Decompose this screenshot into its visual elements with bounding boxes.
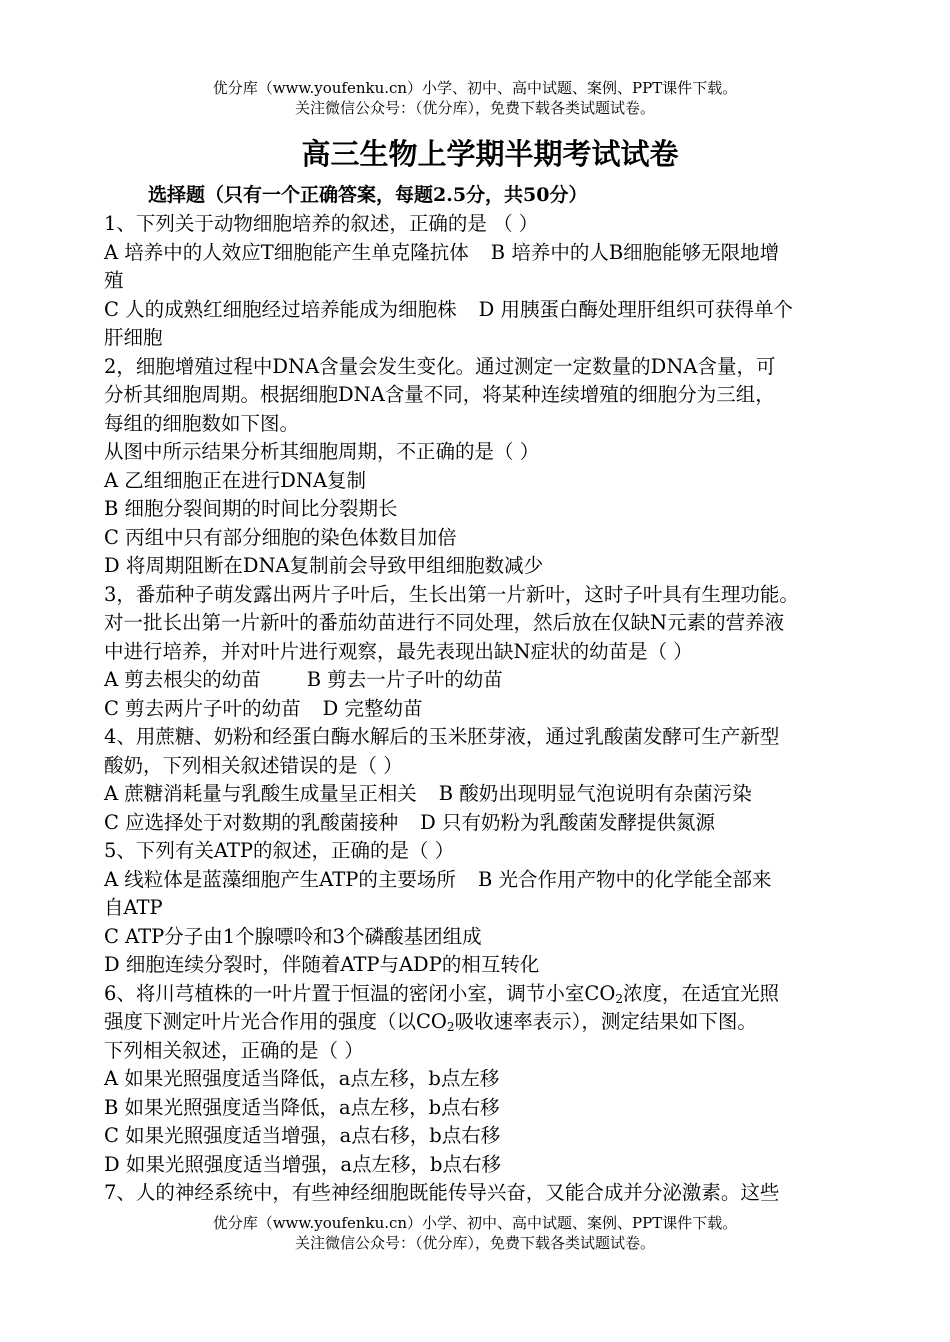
- q3-stem-2: 对一批长出第一片新叶的番茄幼苗进行不同处理，然后放在仅缺N元素的营养液: [104, 611, 785, 634]
- q6-option-a: A 如果光照强度适当降低，a点左移，b点左移: [104, 1067, 500, 1090]
- header-line-1: 优分库（www.youfenku.cn）小学、初中、高中试题、案例、PPT课件下载。: [212, 79, 738, 97]
- q3-options-cd: [104, 695, 894, 724]
- q1-options-ab: [104, 239, 894, 268]
- q1-option-b-cont: 殖: [104, 269, 124, 292]
- q4-stem-1: 4、用蔗糖、奶粉和经蛋白酶水解后的玉米胚芽液，通过乳酸菌发酵可生产新型: [104, 725, 780, 748]
- q7-stem-1: 7、人的神经系统中，有些神经细胞既能传导兴奋，又能合成并分泌激素。这些: [104, 1181, 780, 1204]
- q5-options-ab: [104, 866, 894, 895]
- q3-stem-3: 中进行培养，并对叶片进行观察，最先表现出缺N症状的幼苗是（ ）: [104, 639, 693, 663]
- q1-option-b: B 培养中的人B细胞能够无限地增: [490, 240, 780, 264]
- q4-option-d: D 只有奶粉为乳酸菌发酵提供氮源: [420, 810, 715, 834]
- q6-stem-1: [104, 980, 894, 1009]
- q5-option-d: D 细胞连续分裂时，伴随着ATP与ADP的相互转化: [104, 953, 540, 976]
- q3-option-c: C 剪去两片子叶的幼苗: [104, 696, 301, 720]
- q4-option-a: A 蔗糖消耗量与乳酸生成量呈正相关: [104, 782, 417, 805]
- q3-option-d: D 完整幼苗: [322, 696, 423, 720]
- co2-subscript: 2: [446, 1020, 455, 1034]
- q2-stem-4: 从图中所示结果分析其细胞周期，不正确的是（ ）: [104, 440, 540, 463]
- q6-option-d: D 如果光照强度适当增强，a点左移，b点右移: [104, 1152, 501, 1176]
- q4-options-ab: [104, 780, 894, 809]
- q5-option-b-cont: 自ATP: [104, 896, 163, 919]
- q5-option-c: C ATP分子由1个腺嘌呤和3个磷酸基团组成: [104, 924, 482, 948]
- q1-options-cd: [104, 296, 894, 325]
- q6-stem-2-text-b: 吸收速率表示），测定结果如下图。: [454, 1010, 757, 1033]
- q6-stem-1-text-b: 浓度，在适宜光照: [622, 981, 779, 1005]
- q2-stem-3: 每组的细胞数如下图。: [104, 411, 300, 435]
- q4-stem-2: 酸奶，下列相关叙述错误的是（ ）: [104, 753, 403, 777]
- q6-stem-1-text-a: 6、将川芎植株的一叶片置于恒温的密闭小室，调节小室CO: [104, 981, 616, 1005]
- co2-subscript: 2: [615, 991, 623, 1006]
- section-heading: 选择题（只有一个正确答案，每题2.5分，共50分）: [148, 184, 588, 206]
- q6-option-c: C 如果光照强度适当增强，a点右移，b点右移: [104, 1124, 501, 1147]
- q5-stem: 5、下列有关ATP的叙述，正确的是（ ）: [104, 839, 455, 862]
- q6-option-b: B 如果光照强度适当降低，a点左移，b点右移: [104, 1095, 500, 1119]
- q2-stem-1: 2，细胞增殖过程中DNA含量会发生变化。通过测定一定数量的DNA含量，可: [104, 354, 776, 378]
- q3-options-ab: [104, 666, 894, 695]
- footer-line-1: 优分库（www.youfenku.cn）小学、初中、高中试题、案例、PPT课件下载。: [212, 1214, 738, 1232]
- footer-line-2: 关注微信公众号：（优分库），免费下载各类试题试卷。: [294, 1234, 655, 1252]
- q2-option-b: B 细胞分裂间期的时间比分裂期长: [104, 497, 398, 520]
- q6-stem-3: 下列相关叙述，正确的是（ ）: [104, 1038, 364, 1062]
- q6-stem-2-text-a: 强度下测定叶片光合作用的强度（以CO: [104, 1010, 447, 1033]
- q5-option-a: A 线粒体是蓝藻细胞产生ATP的主要场所: [104, 867, 456, 891]
- q4-options-cd: [104, 809, 894, 838]
- q3-stem-1: 3，番茄种子萌发露出两片子叶后，生长出第一片新叶，这时子叶具有生理功能。: [104, 582, 799, 606]
- q1-option-c: C 人的成熟红细胞经过培养能成为细胞株: [104, 297, 457, 321]
- header-line-2: 关注微信公众号：（优分库），免费下载各类试题试卷。: [294, 99, 655, 117]
- q3-option-b: B 剪去一片子叶的幼苗: [306, 668, 503, 691]
- q6-stem-2: [104, 1008, 894, 1037]
- q3-option-a: A 剪去根尖的幼苗: [104, 668, 261, 691]
- q2-stem-2: 分析其细胞周期。根据细胞DNA含量不同，将某种连续增殖的细胞分为三组，: [104, 383, 775, 406]
- q1-option-d-cont: 肝细胞: [104, 326, 163, 349]
- q5-option-b: B 光合作用产物中的化学能全部来: [477, 867, 772, 891]
- q2-option-a: A 乙组细胞正在进行DNA复制: [104, 468, 367, 492]
- q1-stem: 1、下列关于动物细胞培养的叙述，正确的是 （ ）: [104, 212, 539, 235]
- q4-option-b: B 酸奶出现明显气泡说明有杂菌污染: [438, 782, 752, 805]
- question-body: [104, 210, 894, 1208]
- q1-option-a: A 培养中的人效应T细胞能产生单克隆抗体: [104, 240, 469, 264]
- q1-option-d: D 用胰蛋白酶处理肝组织可获得单个: [478, 297, 793, 321]
- q4-option-c: C 应选择处于对数期的乳酸菌接种: [104, 810, 399, 834]
- page-title: 高三生物上学期半期考试试卷: [301, 137, 679, 171]
- q2-option-c: C 丙组中只有部分细胞的染色体数目加倍: [104, 525, 457, 549]
- q2-option-d: D 将周期阻断在DNA复制前会导致甲组细胞数减少: [104, 554, 544, 577]
